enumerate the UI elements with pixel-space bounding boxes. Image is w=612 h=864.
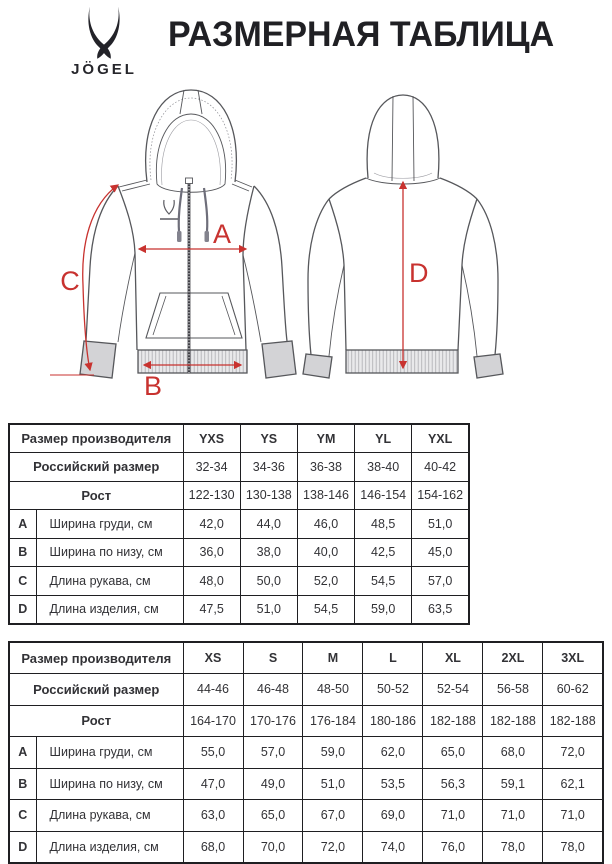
measurement-row (9, 567, 469, 596)
measurement-name-cell: Ширина груди, см (36, 510, 183, 539)
measurement-value-cell: 72,0 (543, 737, 603, 769)
measurement-value-cell: 53,5 (363, 768, 423, 800)
measurement-key-cell: B (9, 538, 36, 567)
size-code-cell: YM (297, 424, 354, 453)
producer-size-row-label: Размер производителя (9, 642, 183, 674)
measurement-label-b: B (143, 371, 163, 401)
russian-size-cell: 34-36 (240, 453, 297, 482)
measurement-value-cell: 57,0 (412, 567, 469, 596)
height-row (9, 705, 603, 737)
height-range-cell: 122-130 (183, 481, 240, 510)
russian-size-cell: 50-52 (363, 674, 423, 706)
jogel-logo-icon (73, 6, 135, 60)
chest-logo (160, 200, 178, 219)
measurement-value-cell: 74,0 (363, 831, 423, 863)
hoodie-measurement-diagram (0, 85, 612, 417)
height-row-label: Рост (9, 705, 183, 737)
measurement-row (9, 831, 603, 863)
size-code-cell: YXL (412, 424, 469, 453)
measurement-value-cell: 47,5 (183, 595, 240, 624)
measurement-value-cell: 47,0 (183, 768, 243, 800)
measurement-value-cell: 57,0 (243, 737, 303, 769)
measurement-value-cell: 54,5 (355, 567, 412, 596)
height-range-cell: 138-146 (297, 481, 354, 510)
size-code-cell: 3XL (543, 642, 603, 674)
measurement-key-cell: C (9, 567, 36, 596)
measurement-value-cell: 59,0 (355, 595, 412, 624)
measurement-key-cell: B (9, 768, 36, 800)
russian-size-cell: 52-54 (423, 674, 483, 706)
measurement-value-cell: 65,0 (423, 737, 483, 769)
russian-size-cell: 38-40 (355, 453, 412, 482)
youth-size-table (8, 423, 470, 625)
measurement-name-cell: Длина рукава, см (36, 567, 183, 596)
height-range-cell: 182-188 (543, 705, 603, 737)
size-code-cell: YS (240, 424, 297, 453)
height-range-cell: 170-176 (243, 705, 303, 737)
size-code-cell: YL (355, 424, 412, 453)
measurement-value-cell: 71,0 (543, 800, 603, 832)
measurement-name-cell: Длина изделия, см (36, 595, 183, 624)
height-row (9, 481, 469, 510)
measurement-value-cell: 49,0 (243, 768, 303, 800)
measurement-value-cell: 55,0 (183, 737, 243, 769)
measurement-row (9, 595, 469, 624)
measurement-key-cell: A (9, 737, 36, 769)
jogel-logo (56, 6, 152, 78)
size-code-cell: S (243, 642, 303, 674)
measurement-value-cell: 42,0 (183, 510, 240, 539)
measurement-key-cell: C (9, 800, 36, 832)
measurement-row (9, 510, 469, 539)
measurement-row (9, 800, 603, 832)
producer-size-row (9, 642, 603, 674)
measurement-value-cell: 48,5 (355, 510, 412, 539)
measurement-value-cell: 44,0 (240, 510, 297, 539)
measurement-value-cell: 76,0 (423, 831, 483, 863)
russian-size-cell: 48-50 (303, 674, 363, 706)
height-range-cell: 176-184 (303, 705, 363, 737)
measurement-value-cell: 70,0 (243, 831, 303, 863)
size-code-cell: 2XL (483, 642, 543, 674)
measurement-value-cell: 59,0 (303, 737, 363, 769)
drawstrings (179, 188, 208, 231)
measurement-key-cell: D (9, 595, 36, 624)
measurement-value-cell: 68,0 (483, 737, 543, 769)
measurement-value-cell: 56,3 (423, 768, 483, 800)
measurement-value-cell: 65,0 (243, 800, 303, 832)
size-code-cell: XS (183, 642, 243, 674)
measurement-value-cell: 45,0 (412, 538, 469, 567)
measurement-value-cell: 69,0 (363, 800, 423, 832)
page-title: РАЗМЕРНАЯ ТАБЛИЦА (168, 15, 555, 54)
measurement-value-cell: 78,0 (483, 831, 543, 863)
measurement-value-cell: 62,1 (543, 768, 603, 800)
measurement-name-cell: Длина рукава, см (36, 800, 183, 832)
producer-size-row-label: Размер производителя (9, 424, 183, 453)
measurement-value-cell: 52,0 (297, 567, 354, 596)
measurement-value-cell: 63,0 (183, 800, 243, 832)
measurement-value-cell: 78,0 (543, 831, 603, 863)
measurement-value-cell: 51,0 (412, 510, 469, 539)
measurement-value-cell: 72,0 (303, 831, 363, 863)
russian-size-cell: 44-46 (183, 674, 243, 706)
height-range-cell: 180-186 (363, 705, 423, 737)
measurement-value-cell: 67,0 (303, 800, 363, 832)
measurement-label-c: C (60, 266, 80, 296)
height-range-cell: 182-188 (423, 705, 483, 737)
russian-size-cell: 60-62 (543, 674, 603, 706)
measurement-value-cell: 36,0 (183, 538, 240, 567)
measurement-key-cell: D (9, 831, 36, 863)
size-code-cell: XL (423, 642, 483, 674)
measurement-value-cell: 71,0 (483, 800, 543, 832)
hoodie-diagram-svg (0, 85, 612, 417)
russian-size-cell: 36-38 (297, 453, 354, 482)
size-code-cell: L (363, 642, 423, 674)
measurement-value-cell: 51,0 (303, 768, 363, 800)
measurement-label-d: D (409, 258, 429, 288)
measurement-value-cell: 71,0 (423, 800, 483, 832)
jogel-logo-wordmark: JÖGEL (71, 61, 137, 78)
height-range-cell: 164-170 (183, 705, 243, 737)
size-code-cell: M (303, 642, 363, 674)
measurement-row (9, 538, 469, 567)
measurement-name-cell: Ширина груди, см (36, 737, 183, 769)
height-range-cell: 146-154 (355, 481, 412, 510)
russian-size-row-label: Российский размер (9, 453, 183, 482)
measurement-value-cell: 63,5 (412, 595, 469, 624)
measurement-value-cell: 62,0 (363, 737, 423, 769)
russian-size-row-label: Российский размер (9, 674, 183, 706)
measurement-key-cell: A (9, 510, 36, 539)
header (56, 6, 600, 78)
russian-size-cell: 46-48 (243, 674, 303, 706)
russian-size-cell: 56-58 (483, 674, 543, 706)
producer-size-row (9, 424, 469, 453)
measurement-name-cell: Ширина по низу, см (36, 768, 183, 800)
height-range-cell: 130-138 (240, 481, 297, 510)
measurement-value-cell: 48,0 (183, 567, 240, 596)
height-row-label: Рост (9, 481, 183, 510)
measurement-row (9, 737, 603, 769)
measurement-value-cell: 59,1 (483, 768, 543, 800)
measurement-value-cell: 68,0 (183, 831, 243, 863)
russian-size-cell: 32-34 (183, 453, 240, 482)
measurement-value-cell: 50,0 (240, 567, 297, 596)
height-range-cell: 182-188 (483, 705, 543, 737)
measurement-name-cell: Длина изделия, см (36, 831, 183, 863)
measurement-value-cell: 51,0 (240, 595, 297, 624)
measurement-value-cell: 54,5 (297, 595, 354, 624)
measurement-label-a: A (212, 219, 232, 249)
measurement-value-cell: 40,0 (297, 538, 354, 567)
russian-size-row (9, 674, 603, 706)
measurement-name-cell: Ширина по низу, см (36, 538, 183, 567)
measurement-value-cell: 46,0 (297, 510, 354, 539)
adult-size-table (8, 641, 604, 864)
russian-size-row (9, 453, 469, 482)
size-code-cell: YXS (183, 424, 240, 453)
russian-size-cell: 40-42 (412, 453, 469, 482)
hoodie-front-view (80, 90, 296, 378)
height-range-cell: 154-162 (412, 481, 469, 510)
measurement-value-cell: 38,0 (240, 538, 297, 567)
measurement-row (9, 768, 603, 800)
measurement-value-cell: 42,5 (355, 538, 412, 567)
